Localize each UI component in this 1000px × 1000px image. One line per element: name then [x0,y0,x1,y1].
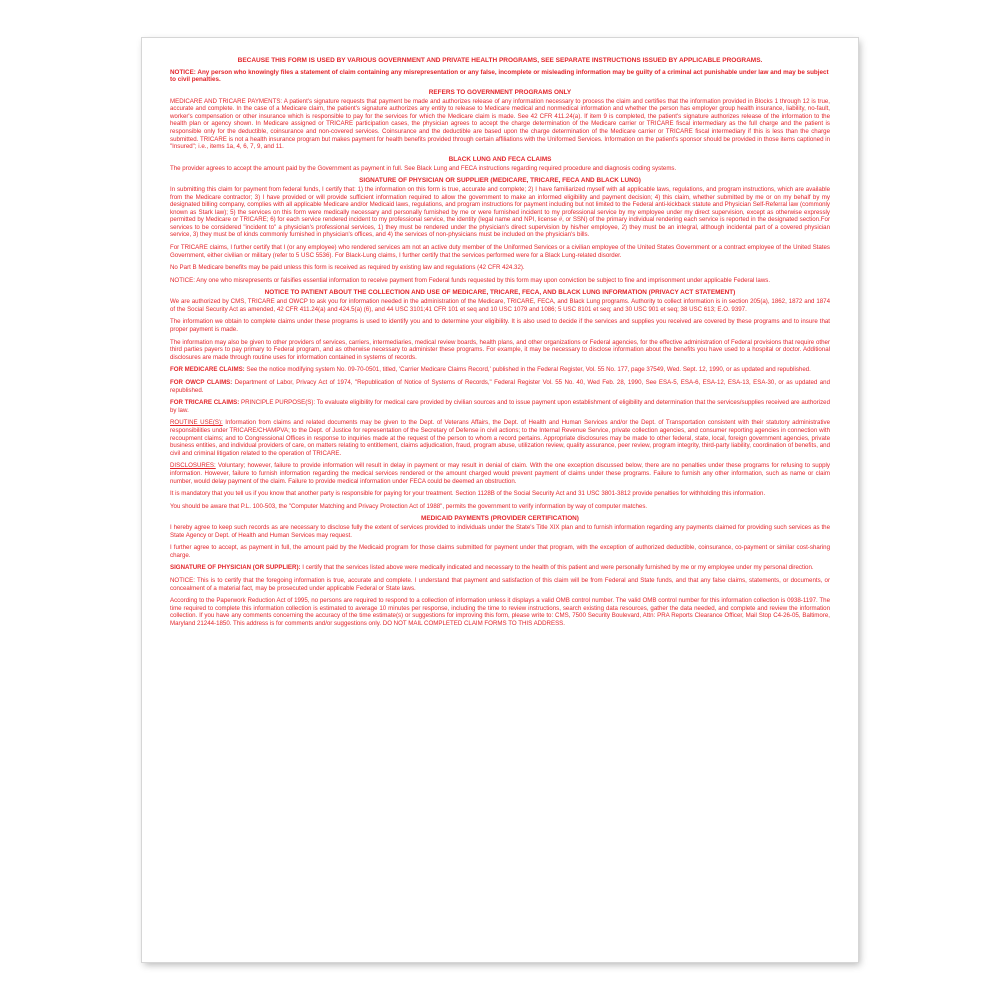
disclosures-text: Voluntary; however, failure to provide information will result in delay in payment or may result in denial of claim. With the one exception discussed below, there are no penalties under these programs for refusing to supply information. However, failure to furnish information regarding the medical services rendered or the amount charged would prevent payment of claims under these programs. Failure to furnish any other information, such as name or claim number, would delay payment of the claim. Failure to provide medical information under FECA could be deemed an obstruction. [170,462,830,485]
medicare-claims-paragraph [170,366,830,374]
signature-paragraph-2: For TRICARE claims, I further certify that I (or any employee) who rendered services am not an active duty member of the Uniformed Services or a civilian employee of the United States Government or a contract employee of the United States Government, either civilian or military (refer to 5 USC 5536). For Black-Lung claims, I further certify that the services performed were for a Black Lung-related disorder. [170,244,830,259]
privacy-paragraph-4: It is mandatory that you tell us if you know that another party is responsible for paying for your treatment. Section 1128B of the Social Security Act and 31 USC 3801-3812 provide penalties for withholding this information. [170,490,766,498]
routine-uses-label: ROUTINE USE(S): [170,419,223,427]
medicare-claims-text: See the notice modifying system No. 09-70-0501, titled, 'Carrier Medicare Claims Record,' published in the Federal Register, Vol. 55 No. 177, page 37549, Wed. Sept. 12, 1990, or as updated and republished. [244,366,811,374]
owcp-claims-label: FOR OWCP CLAIMS: [170,379,233,386]
form-page [142,38,858,962]
routine-uses-text: Information from claims and related documents may be given to the Dept. of Veterans Affairs, the Dept. of Health and Human Services and/or the Dept. of Transportation consistent with their statutory administrative responsibilities under TRICARE/CHAMPVA; to the Dept. of Justice for representation of the Secretary of Defense in civil actions; to the Internal Revenue Service, private collection agencies, and consumer reporting agencies in connection with recoupment claims; and to Congressional Offices in response to inquiries made at the request of the person to whom a record pertains. Appropriate disclosures may be made to other federal, state, local, foreign government agencies, private business entities, and individual providers of care, on matters relating to entitlement, claims adjudication, fraud, program abuse, utilization review, quality assurance, peer review, program integrity, third-party liability, coordination of benefits, and civil and criminal litigation related to the operation of TRICARE. [170,419,830,457]
privacy-paragraph-1: We are authorized by CMS, TRICARE and OWCP to ask you for information needed in the administration of the Medicare, TRICARE, FECA, and Black Lung programs. Authority to collect information is in section 205(a), 1862, 1872 and 1874 of the Social Security Act as amended, 42 CFR 411.24(a) and 424.5(a) (6), and 44 USC 3101;41 CFR 101 et seq and 10 USC 1079 and 1086; 5 USC 8101 et seq; and 30 USC 901 et seq; 38 USC 613; E.O. 9397. [170,298,830,313]
routine-uses-paragraph [170,419,830,457]
owcp-claims-text: Department of Labor, Privacy Act of 1974, "Republication of Notice of Systems of Records," Federal Register Vol. 55 No. 40, Wed Feb. 28, 1990, See ESA-5, ESA-6, ESA-12, ESA-13, ESA-30, or as updated and republished. [170,379,830,394]
medicaid-paragraph-1: I hereby agree to keep such records as are necessary to disclose fully the extent of services provided to individuals under the State's Title XIX plan and to furnish information regarding any payments claimed for providing such services as the State Agency or Dept. of Health and Human Services may request. [170,524,830,539]
privacy-paragraph-5: You should be aware that P.L. 100-503, the "Computer Matching and Privacy Protection Act of 1988", permits the government to verify information by way of computer matches. [170,502,648,510]
signature-paragraph-3: No Part B Medicare benefits may be paid unless this form is received as required by existing law and regulations (42 CFR 424.32). [170,264,525,272]
physician-signature-label: SIGNATURE OF PHYSICIAN (OR SUPPLIER): [170,564,301,572]
tricare-claims-paragraph [170,399,830,414]
privacy-paragraph-2: The information we obtain to complete claims under these programs is used to identify you and to determine your eligibility. It is also used to decide if the services and supplies you received are covered by these programs and to insure that proper payment is made. [170,318,830,334]
paperwork-reduction-paragraph: According to the Paperwork Reduction Act of 1995, no persons are required to respond to a collection of information unless it displays a valid OMB control number. The valid OMB control number for this information collection is 0938-1197. The time required to complete this information collection is estimated to average 10 minutes per response, including the time to review instructions, search existing data resources, gather the data needed, and complete and review the information collection. If you have any comments concerning the accuracy of the time estimate(s) or suggestions for improving this form, please write to: CMS, 7500 Security Boulevard, Attn: PRA Reports Clearance Officer, Mail Stop C4-26-05, Baltimore, Maryland 21244-1850. This address is for comments and/or suggestions only. DO NOT MAIL COMPLETED CLAIM FORMS TO THIS ADDRESS. [170,597,830,628]
physician-signature-paragraph [170,564,830,572]
black-lung-title: BLACK LUNG AND FECA CLAIMS [448,155,552,163]
disclosures-paragraph [170,462,830,485]
tricare-claims-text: PRINCIPLE PURPOSE(S): To evaluate eligibility for medical care provided by civilian sources and to issue payment upon establishment of eligibility and determination that the services/supplies received are authorized by law. [170,399,830,414]
disclosures-label: DISCLOSURES: [170,462,216,470]
medicaid-title: MEDICAID PAYMENTS (PROVIDER CERTIFICATION) [421,515,579,523]
gov-programs-title: REFERS TO GOVERNMENT PROGRAMS ONLY [428,88,572,96]
form-content [170,57,830,633]
medicaid-notice: NOTICE: This is to certify that the foregoing information is true, accurate and complete. I understand that payment and satisfaction of this claim will be from Federal and State funds, and that any false claims, statements, or documents, or concealment of a material fact, may be prosecuted under applicable Federal or State laws. [170,577,830,592]
signature-paragraph-1: In submitting this claim for payment from federal funds, I certify that: 1) the information on this form is true, accurate and complete; 2) I have familiarized myself with all applicable laws, regulations, and program instructions, which are available from the Medicare contractor; 3) I have provided or will provide sufficient information required to allow the government to make an informed eligibility and payment decision; 4) this claim, whether submitted by me or on my behalf by my designated billing company, complies with all applicable Medicare and/or Medicaid laws, regulations, and program instructions for payment including but not limited to the Federal anti-kickback statute and Physician Self-Referral law (commonly known as Stark law); 5) the services on this form were medically necessary and personally furnished by me or were furnished incident to my professional service by my employee under my direct supervision, except as otherwise expressly permitted by Medicare or TRICARE; 6) for each service rendered incident to my professional service, the identity (legal name and NPI, license #, or SSN) of the primary individual rendering each service is reported in the designated section.For services to be considered "incident to" a physician's professional services, 1) they must be rendered under the physician's direct supervision by his/her employee, 2) they must be an integral, although incidental part of a covered physician service, 3) they must be of kinds commonly furnished in physician's offices, and 4) the services of non-physicians must be included on the physician's bills. [170,185,830,239]
physician-signature-text: I certify that the services listed above were medically indicated and necessary to the health of this patient and were personally furnished by me or my employee under my personal direction. [300,564,814,572]
owcp-claims-paragraph [170,379,830,394]
signature-title: SIGNATURE OF PHYSICIAN OR SUPPLIER (MEDICARE, TRICARE, FECA AND BLACK LUNG) [359,177,641,185]
medicare-claims-label: FOR MEDICARE CLAIMS: [170,366,245,374]
black-lung-body: The provider agrees to accept the amount paid by the Government as payment in full. See Black Lung and FECA instructions regarding required procedure and diagnosis coding systems. [170,164,677,172]
tricare-claims-label: FOR TRICARE CLAIMS: [170,399,240,407]
medicaid-paragraph-2: I further agree to accept, as payment in full, the amount paid by the Medicaid program for those claims submitted for payment under that program, with the exception of authorized deductible, coinsurance, co-payment or similar cost-sharing charge. [170,544,830,559]
criminal-notice: NOTICE: Any person who knowingly files a statement of claim containing any misrepresentation or any false, incomplete or misleading information may be guilty of a criminal act punishable under law and may be subject to civil penalties. [170,68,829,84]
privacy-paragraph-3: The information may also be given to other providers of services, carriers, intermediaries, medical review boards, health plans, and other organizations or Federal agencies, for the effective administration of Federal provisions that require other third parties payers to pay primary to Federal program, and as otherwise necessary to administer these programs. For example, it may be necessary to disclose information about the benefits you have used to a hospital or doctor. Additional disclosures are made through routine uses for information contained in systems of records. [170,338,830,361]
signature-notice: NOTICE: Any one who misrepresents or falsifies essential information to receive payment from Federal funds requested by this form may upon conviction be subject to fine and imprisonment under applicable Federal laws. [170,276,771,284]
privacy-title: NOTICE TO PATIENT ABOUT THE COLLECTION AND USE OF MEDICARE, TRICARE, FECA, AND BLACK LUNG INFORMATION (PRIVACY ACT STATEMENT) [264,289,736,297]
gov-programs-body: MEDICARE AND TRICARE PAYMENTS: A patient's signature requests that payment be made and authorizes release of any information necessary to process the claim and certifies that the information provided in Blocks 1 through 12 is true, accurate and complete. In the case of a Medicare claim, the patient's signature authorizes any entity to release to Medicare medical and nonmedical information and whether the person has employer group health insurance, liability, no-fault, worker's compensation or other insurance which is responsible to pay for the services for which the Medicare claim is made. See 42 CFR 411.24(a). If item 9 is completed, the patient's signature authorizes release of the information to the health plan or agency shown. In Medicare assigned or TRICARE participation cases, the physician agrees to accept the charge determination of the Medicare carrier or TRICARE fiscal intermediary as the full charge and the patient is responsible only for the deductible, coinsurance and non-covered services. Coinsurance and the deductible are based upon the charge determination of the Medicare carrier or TRICARE fiscal intermediary if this is less than the charge submitted. TRICARE is not a health insurance program but makes payment for health benefits provided through certain affiliations with the Uniformed Services. Information on the patient's sponsor should be provided in those items captioned in "Insured"; i.e., items 1a, 4, 6, 7, 9, and 11. [170,97,830,151]
programs-header: BECAUSE THIS FORM IS USED BY VARIOUS GOVERNMENT AND PRIVATE HEALTH PROGRAMS, SEE SEPARATE INSTRUCTIONS ISSUED BY APPLICABLE PROGRAMS. [237,57,763,64]
